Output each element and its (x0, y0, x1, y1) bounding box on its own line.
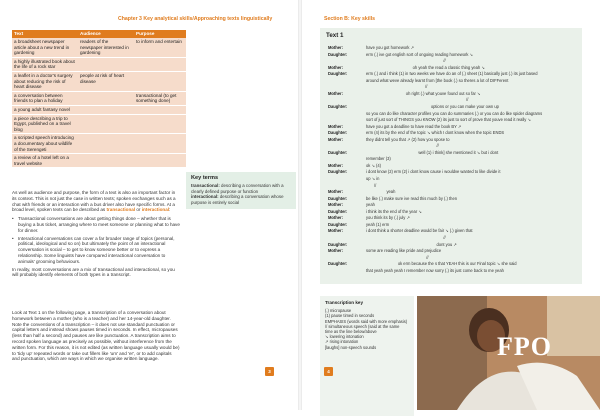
utterance-text: erm (4) its by the end of the topic ↘ which I dont know when the topic ENDS (366, 130, 505, 136)
speaker-label: Mother: (328, 45, 344, 50)
table-cell (134, 71, 186, 91)
table-header-purpose: Purpose (134, 30, 186, 38)
utterance-text: i dont know (2) erm (2) i dont know cause i wouldve wanted to like divide it (366, 169, 501, 175)
table-header-audience: Audience (78, 30, 134, 38)
table-row (12, 57, 186, 71)
key-item: (.) micropause (325, 308, 352, 314)
table-cell: a highly illustrated book about the life of a rock star (12, 57, 78, 71)
utterance-text: options or you can make your own up (366, 103, 499, 109)
utterance-text: // (366, 254, 429, 260)
transcript-line (328, 190, 395, 195)
utterance-text: yeah (366, 189, 396, 195)
transcript-line (328, 85, 427, 90)
utterance-text: oh yeah the read a classic thing yeah ↘ (366, 64, 485, 70)
utterance-text: erm (.) and i think (1) in two weeks we have do an of (.) sheet (1) basically just (.) its just based (366, 71, 538, 77)
speaker-label: Mother: (328, 162, 344, 168)
utterance-text: remember (3) (366, 156, 391, 162)
transcript-line (328, 197, 457, 202)
bullet-icon: • (12, 235, 14, 241)
speaker-label: Daughter: (328, 130, 348, 136)
table-cell: readers of the newspaper interested in gardening (78, 38, 134, 57)
key-item: ↗ rising intonation (325, 339, 359, 345)
transcript-line (328, 249, 441, 254)
transcript-line (328, 59, 446, 64)
utterance-text: // (366, 234, 446, 240)
page-number: 4 (324, 367, 333, 376)
table-cell: a conversation between friends to plan a holiday (12, 91, 78, 105)
speaker-label: Mother: (328, 202, 344, 208)
key-item: EMPHASIS (words said with more emphasis) (325, 318, 408, 324)
utterance-text: // (366, 84, 428, 90)
speaker-label: Daughter: (328, 51, 348, 57)
transcript-line (328, 223, 389, 228)
body-text-transcription-intro (12, 310, 180, 365)
table-cell: a young adult fantasy novel (12, 105, 78, 114)
table-header-row (12, 30, 186, 38)
utterance-text: oh right (.) what youve found out so far ↘ (366, 90, 481, 96)
right-page (302, 0, 600, 410)
utterance-text: sort of just sort of THINGS you KNOW (2) its just to sort of prove that youve read it really ↘ (366, 117, 531, 123)
table-cell: a scripted speech introducing a documentary about wildlife of the Serengeti (12, 134, 78, 154)
table-cell (134, 154, 186, 168)
utterance-text: // (366, 97, 469, 103)
utterance-text: have you got homework ↗ (366, 45, 415, 50)
utterance-text: you think its by (.) july ↗ (366, 215, 410, 221)
utterance-text: they didnt tell you that ↗ (2) how you spose to (366, 136, 450, 142)
utterance-text: i think its the end of the year ↘ (366, 208, 422, 214)
utterance-text: dont you ↗ (366, 241, 457, 247)
transcript-line (328, 46, 414, 51)
paragraph: As well as audience and purpose, the form of a text is also an important factor in its context. This is not just the case in written texts; spoken exchanges such as a chat with friends or an interaction with a bus driver also have specific forms. At a broad level, spoken texts can be described as transactional or interactional: (12, 190, 176, 213)
transcript-line (328, 210, 422, 215)
key-terms-title: Key terms (191, 175, 219, 181)
running-head-left: Chapter 3 Key analytical skills/Approaching texts linguistically (118, 16, 273, 22)
table-cell (78, 105, 134, 114)
utterance-text: ok ↘ (4) (366, 162, 382, 168)
utterance-text: that yeah yeah yeah I remember now sorry (.) its just come back to me yeah (366, 267, 504, 273)
speaker-label: Daughter: (328, 103, 348, 109)
transcript-line (328, 256, 429, 261)
text1-transcript-box (320, 28, 582, 284)
table-cell (134, 105, 186, 114)
table-row (12, 154, 186, 168)
transcript-line (328, 216, 410, 221)
table-cell (78, 57, 134, 71)
table-row (12, 38, 186, 57)
utterance-text: so you can do like character profiles you can do summaries (.) or you can do like spider diagrams (366, 110, 543, 116)
body-text-context (12, 190, 180, 281)
utterance-text: be like (.) make sure ive read this much by (.) then (366, 195, 458, 201)
utterance-text: well (1) i think] she mentioned it ↘ but i dont (366, 149, 499, 155)
transcript-line (328, 92, 480, 97)
table-cell (134, 134, 186, 154)
utterance-text: // (366, 143, 439, 149)
table-cell (78, 114, 134, 134)
transcript-line (328, 157, 391, 162)
table-cell: a leaflet in a doctor's surgery about reducing the risk of heart disease (12, 71, 78, 91)
utterance-text: around what weve already learnt from [the book (.) so theres a lot of DIFFerent (366, 77, 509, 83)
utterance-text: // (366, 58, 446, 64)
table-cell (78, 154, 134, 168)
transcript-line (328, 53, 473, 58)
transcript-line (328, 236, 446, 241)
transcript-line (328, 118, 531, 123)
key-term-item: transactional: describing a conversation with a clearly defined purpose or function (191, 183, 284, 194)
utterance-text: // (366, 182, 377, 188)
transcript-line (328, 243, 457, 248)
table-cell: transactional (to get something done) (134, 91, 186, 105)
transcript-line (328, 105, 499, 110)
transcript-line (328, 151, 498, 156)
table-row (12, 105, 186, 114)
utterance-text: yeah (366, 202, 375, 208)
photo-placeholder (417, 296, 600, 410)
transcript-line (328, 177, 379, 182)
key-term-item: interactional: describing a conversation whose purpose is entirely social (191, 194, 284, 205)
transcript-line (328, 164, 381, 169)
table-cell (78, 134, 134, 154)
table-cell: a piece describing a trip to Egypt, published on a travel blog (12, 114, 78, 134)
speaker-label: Mother: (328, 64, 344, 70)
transcription-key-title: Transcription key (325, 300, 364, 305)
paragraph: Look at Text 1 on the following page, a transcription of a conversation about homework between a mother (who is a teacher) and her 14-year-old daughter. Note the conventions of a transcription – it does not use standard punctuation or capital letters and instead shows pauses timed in seconds. In effect, micropauses (less than half a second) and pauses are like punctuation. A transcription aims to record spoken language as precisely as possible, without interference from the written form. For this reason, it is not edited (as written language usually would be) to 'tidy up' repeated words or take out fillers like 'um' and 'er', or to add capitals and punctuation, which are ways in which we organise written language. (12, 310, 180, 362)
speaker-label: Mother: (328, 215, 344, 221)
speaker-label: Daughter: (328, 71, 348, 77)
list-item: • Interactional conversations can cover a far broader range of topics (personal, political, ideological and so on) but ultimately the point of an interactional conversation is social – to get to know someone better or to express a relationship. Some linguists have compared interactional conversation to animals' grooming behaviours. (12, 235, 175, 264)
transcript-line (328, 66, 485, 71)
table-cell (134, 57, 186, 71)
transcript-line (328, 125, 461, 130)
transcript-line (328, 203, 375, 208)
utterance-text: some are reading like pride and prejudice (366, 248, 442, 254)
table-row (12, 91, 186, 105)
transcript-line (328, 131, 504, 136)
utterance-text: ok erm because the s that YEAH this is our Final topic ↘ she said (366, 261, 517, 267)
speaker-label: Daughter: (328, 169, 348, 175)
table-cell: a broadsheet newspaper article about a new trend in gardening (12, 38, 78, 57)
transcript-line (328, 144, 439, 149)
transcript-line (328, 229, 473, 234)
utterance-text: yeah (1) erm (366, 221, 390, 227)
transcript-line (328, 138, 450, 143)
utterance-text: up ↘ in (366, 176, 380, 181)
speaker-label: Daughter: (328, 221, 348, 227)
speaker-label: Mother: (328, 248, 344, 254)
utterance-text: have you got a deadline to have read the book BY ↗ (366, 123, 462, 129)
speaker-label: Mother: (328, 228, 344, 234)
table-row (12, 114, 186, 134)
speaker-label: Mother: (328, 136, 344, 142)
table-cell: people at risk of heart disease (78, 71, 134, 91)
term-transactional: transactional (106, 207, 136, 213)
speaker-label: Mother: (328, 90, 344, 96)
key-item: [laughs] non-speech sounds (325, 344, 377, 350)
transcript-line (328, 79, 508, 84)
transcript-line (328, 269, 504, 274)
speaker-label: Daughter: (328, 149, 348, 155)
utterance-text: i dont think a shorter deadline would be fair ↘ (.) given that (366, 228, 473, 234)
running-head-right: Section B: Key skills (324, 16, 376, 22)
transcript-line (328, 72, 538, 77)
page-number: 3 (265, 367, 274, 376)
utterance-text: erm (.) ive got english sort of ongoing reading homework ↘ (366, 51, 473, 57)
key-terms-box (186, 172, 296, 209)
transcript-line (328, 262, 517, 267)
key-item: time as the line below/above (325, 329, 377, 335)
speaker-label: Daughter: (328, 208, 348, 214)
term-interactional: interactional (141, 207, 170, 213)
table-cell: a review of a hotel left on a travel website (12, 154, 78, 168)
speaker-label: Mother: (328, 123, 344, 129)
table-header-text: Text (12, 30, 78, 38)
table-row (12, 134, 186, 154)
key-item: (1) pause timed in seconds (325, 313, 375, 319)
left-page (0, 0, 298, 410)
transcript-line (328, 184, 376, 189)
key-item: // simultaneous speech (said at the same (325, 323, 400, 329)
bullet-icon: • (12, 216, 14, 222)
transcript-line (328, 112, 542, 117)
table-cell (134, 114, 186, 134)
audience-purpose-table (12, 30, 186, 168)
speaker-label: Daughter: (328, 195, 348, 201)
paragraph: In reality, most conversations are a mix of transactional and interactional, so you will probably identify elements of both types in a transcript. (12, 266, 175, 278)
table-cell (78, 91, 134, 105)
transcript-line (328, 170, 500, 175)
speaker-label: Mother: (328, 189, 344, 195)
speaker-label: Daughter: (328, 241, 348, 247)
table-cell: to inform and entertain (134, 38, 186, 57)
speaker-label: Daughter: (328, 261, 348, 267)
transcript-line (328, 98, 468, 103)
text1-title: Text 1 (326, 32, 344, 39)
transcription-key-box (320, 296, 414, 416)
fpo-label: FPO (497, 332, 552, 361)
key-item: ↘ lowering intonation (325, 334, 364, 340)
table-row (12, 71, 186, 91)
list-item: • Transactional conversations are about getting things done – whether that is buying a bus ticket, arranging where to meet someone or planning what to have for dinner. (12, 216, 180, 233)
